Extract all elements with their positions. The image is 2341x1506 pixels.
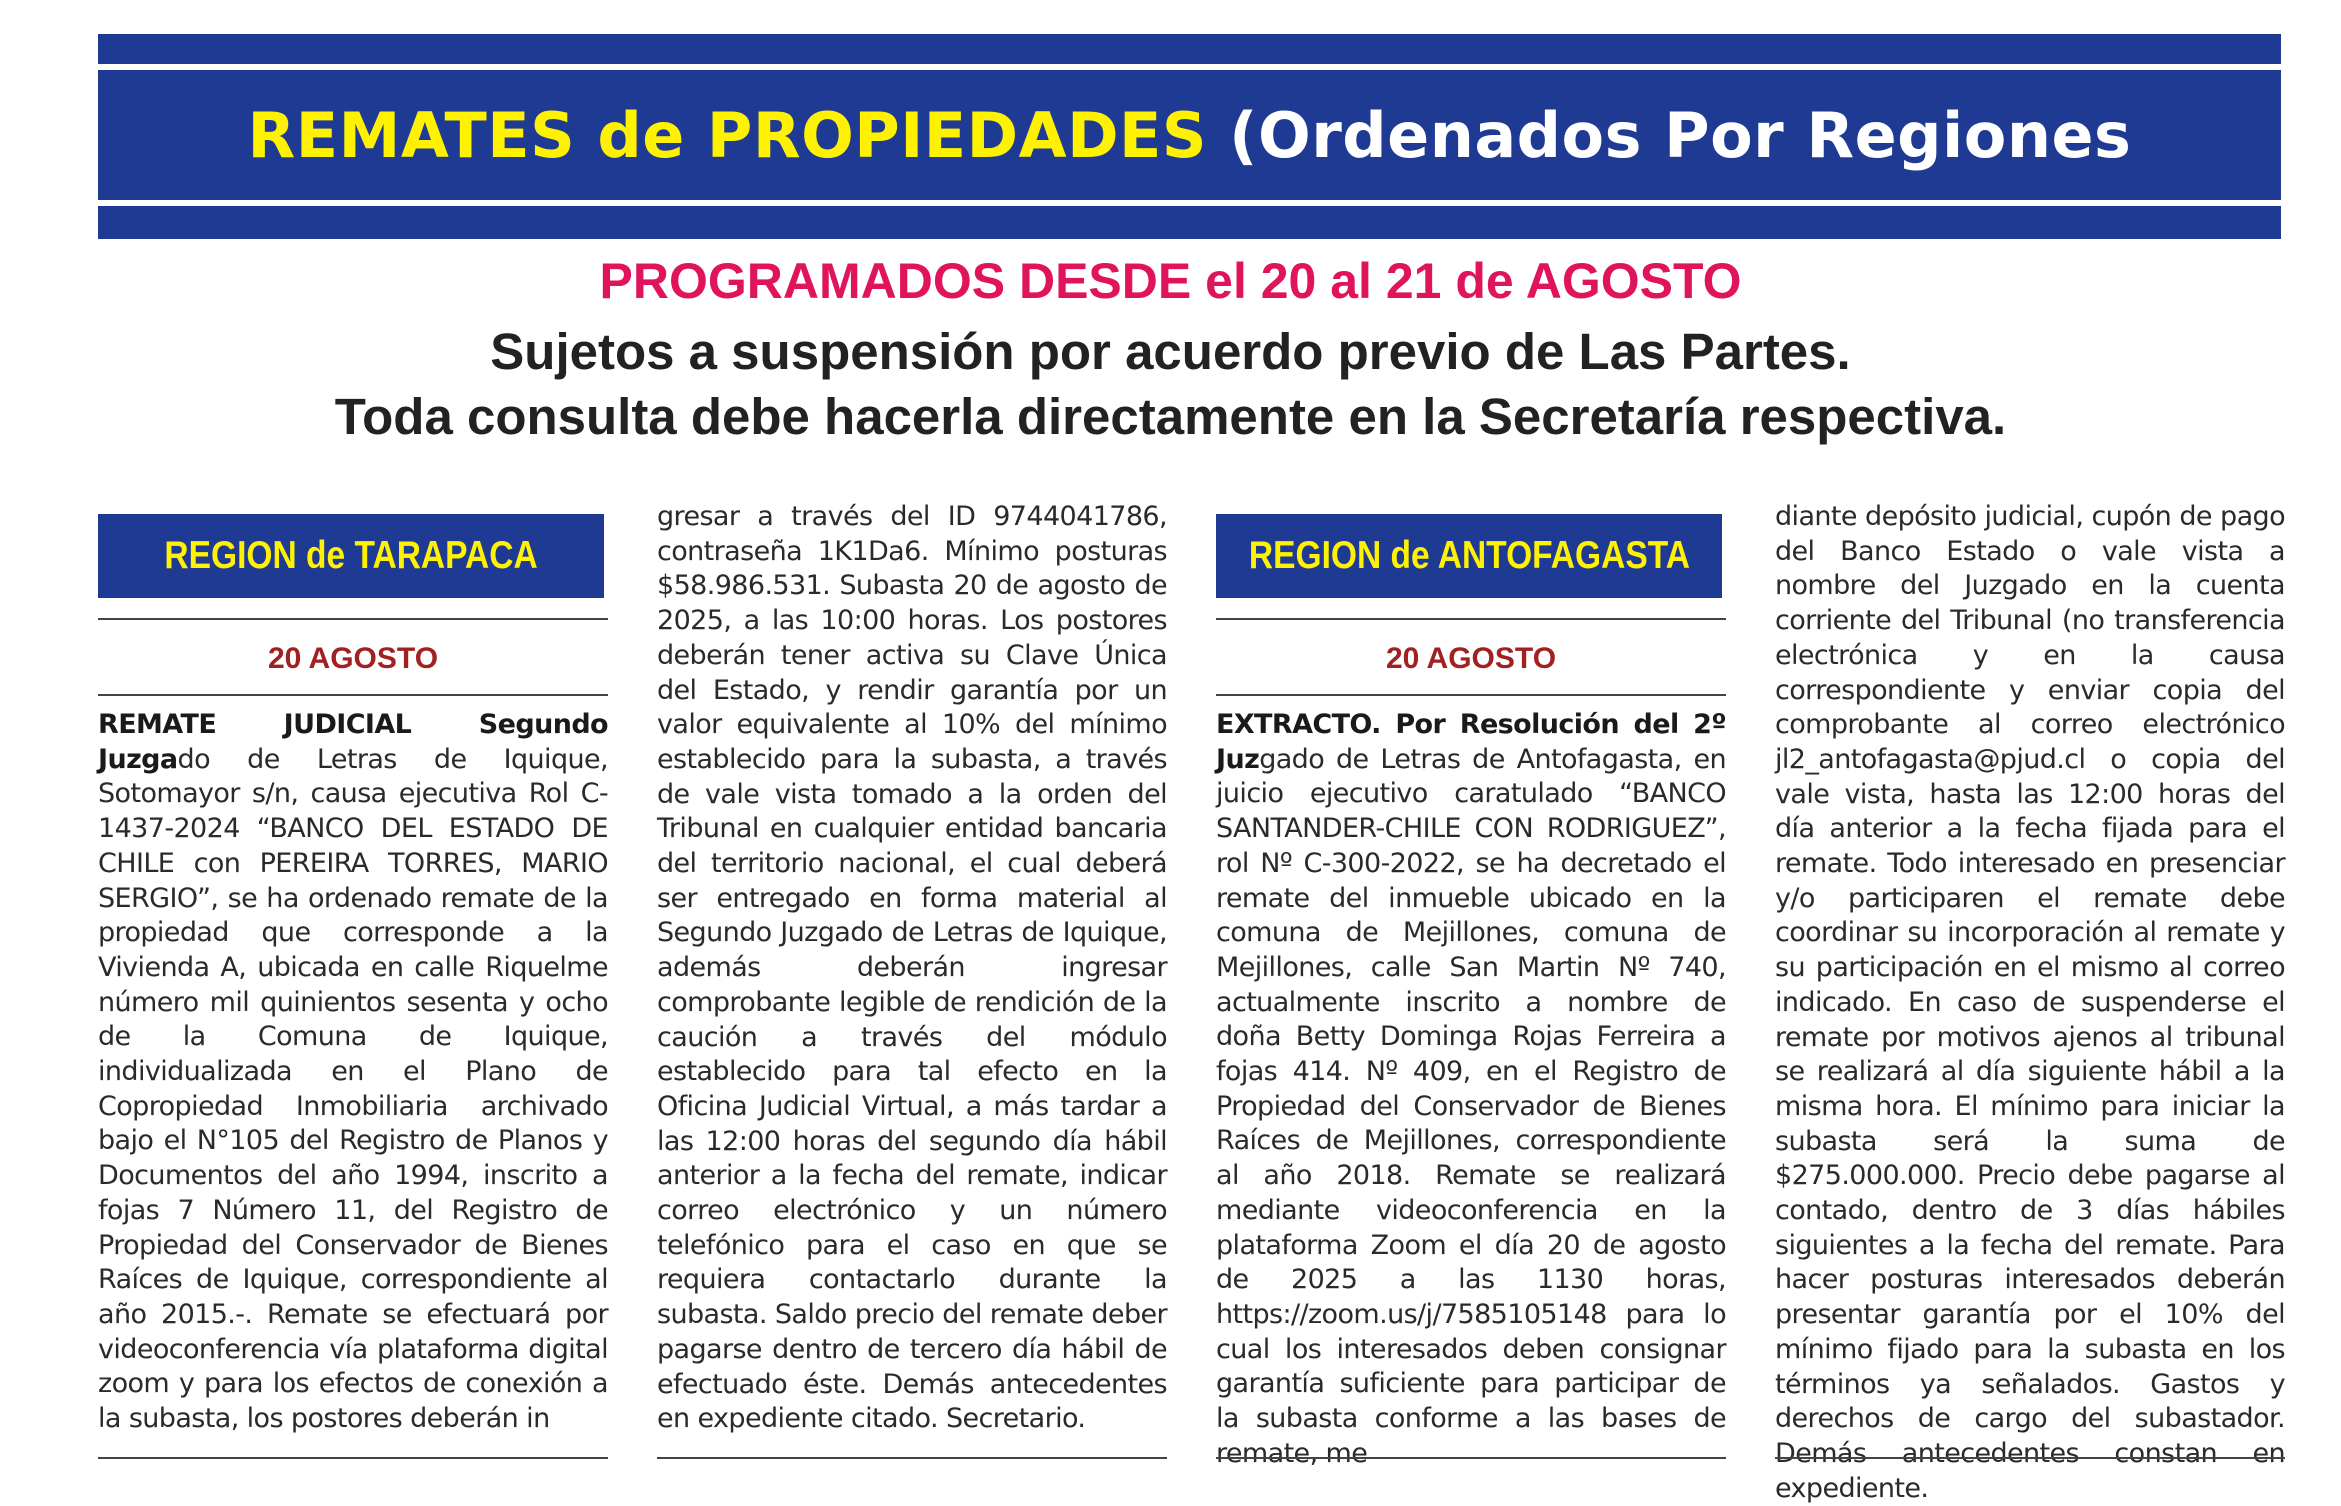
column-1-bottom-rule [98, 1457, 608, 1459]
region-title: REGION de TARAPACA [164, 534, 538, 577]
region-box-tarapaca [98, 514, 604, 598]
column-3-bottom-rule [1216, 1457, 1726, 1459]
notice-body: gado de Letras de Antofagasta, en juicio ejecutivo caratulado “BANCO SANTANDER-CHILE CON RODRIGUEZ”, rol Nº C-300-2022, se ha decretado el remate del inmueble ubicado en la comuna de Mejillones, comuna de Mejillones, calle San Martin Nº 740, actualmente inscrito a nombre de doña Betty Dominga Rojas Ferreira a fojas 414. Nº 409, en el Registro de Propiedad del Conservador de Bienes Raíces de Mejillones, correspondiente al año 2018. Remate se realizará mediante videoconferencia en la plataforma Zoom el día 20 de agosto de 2025 a las 1130 horas, https://zoom.us/j/7585105148 para lo cual los interesados deben consignar garantía suficiente para participar de la subasta conforme a las bases de remate, me [1216, 743, 1726, 1469]
auction-notice-text [98, 708, 608, 1437]
banner-title-bar [98, 70, 2281, 200]
column-2-bottom-rule [657, 1457, 1167, 1459]
banner-title [248, 99, 2132, 172]
column-2 [657, 500, 1167, 1437]
date-heading: 20 AGOSTO [267, 642, 439, 675]
auction-notice-text [1216, 708, 1726, 1471]
banner-top-stripe [98, 34, 2281, 64]
column-4-bottom-rule [1775, 1457, 2285, 1459]
banner-title-yellow: REMATES de PROPIEDADES [247, 98, 1208, 172]
divider [98, 694, 608, 696]
inquiry-note: Toda consulta debe hacerla directamente en la Secretaría respectiva. [334, 388, 2007, 445]
page-banner [98, 34, 2281, 239]
date-heading: 20 AGOSTO [1385, 642, 1557, 675]
region-box-antofagasta [1216, 514, 1722, 598]
notice-lead: REMATE JUDICIAL Segundo Juzga [98, 709, 608, 775]
notice-lead: EXTRACTO. Por Resolución del 2º Juz [1216, 709, 1726, 775]
column-3 [1216, 500, 1726, 1471]
banner-bottom-stripe [98, 206, 2281, 239]
column-1 [98, 500, 608, 1437]
region-title: REGION de ANTOFAGASTA [1248, 534, 1690, 577]
divider [1216, 694, 1726, 696]
suspension-note: Sujetos a suspensión por acuerdo previo de Las Partes. [490, 323, 1851, 380]
banner-title-white: (Ordenados Por Regiones [1207, 98, 2132, 172]
auction-notice-continuation: gresar a través del ID 9744041786, contraseña 1K1Da6. Mínimo posturas $58.986.531. Subasta 20 de agosto de 2025, a las 10:00 horas. Los postores deberán tener activa su Clave Única del Estado, y rendir garantía por un valor equivalente al 10% del mínimo establecido para la subasta, a través de vale vista tomado a la orden del Tribunal en cualquier entidad bancaria del territorio nacional, el cual deberá ser entregado en forma material al Segundo Juzgado de Letras de Iquique, además deberán ingresar comprobante legible de rendición de la caución a través del módulo establecido para tal efecto en la Oficina Judicial Virtual, a más tardar a las 12:00 horas del segundo día hábil anterior a la fecha del remate, indicar correo electrónico y un número telefónico para el caso en que se requiera contactarlo durante la subasta. Saldo precio del remate deber pagarse dentro de tercero día hábil de efectuado éste. Demás antecedentes en expediente citado. Secretario. [657, 501, 1167, 1435]
column-4 [1775, 500, 2285, 1506]
auction-notice-continuation: diante depósito judicial, cupón de pago del Banco Estado o vale vista a nombre del Juzgado en la cuenta corriente del Tribunal (no transferencia electrónica y en la causa correspondiente y enviar copia del comprobante al correo electrónico jl2_antofagasta@pjud.cl o copia del vale vista, hasta las 12:00 horas del día anterior a la fecha fijada para el remate. Todo interesado en presenciar y/o participaren el remate debe coordinar su incorporación al remate y su participación en el mismo al correo indicado. En caso de suspenderse el remate por motivos ajenos al tribunal se realizará al día siguiente hábil a la misma hora. El mínimo para iniciar la subasta será la suma de $275.000.000. Precio debe pagarse al contado, dentro de 3 días hábiles siguientes a la fecha del remate. Para hacer posturas interesados deberán presentar garantía por el 10% del mínimo fijado para la subasta en los términos ya señalados. Gastos y derechos de cargo del subastador. Demás antecedentes constan en expediente. [1775, 501, 2285, 1504]
notice-body: do de Letras de Iquique, Sotomayor s/n, causa ejecutiva Rol C-1437-2024 “BANCO DEL ESTADO DE CHILE con PEREIRA TORRES, MARIO SERGIO”, se ha ordenado remate de la propiedad que corresponde a la Vivienda A, ubicada en calle Riquelme número mil quinientos sesenta y ocho de la Comuna de Iquique, individualizada en el Plano de Copropiedad Inmobiliaria archivado bajo el N°105 del Registro de Planos y Documentos del año 1994, inscrito a fojas 7 Número 11, del Registro de Propiedad del Conservador de Bienes Raíces de Iquique, correspondiente al año 2015.-. Remate se efectuará por videoconferencia vía plataforma digital zoom y para los efectos de conexión a la subasta, los postores deberán in [98, 743, 608, 1435]
schedule-heading: PROGRAMADOS DESDE el 20 al 21 de AGOSTO [599, 253, 1742, 309]
